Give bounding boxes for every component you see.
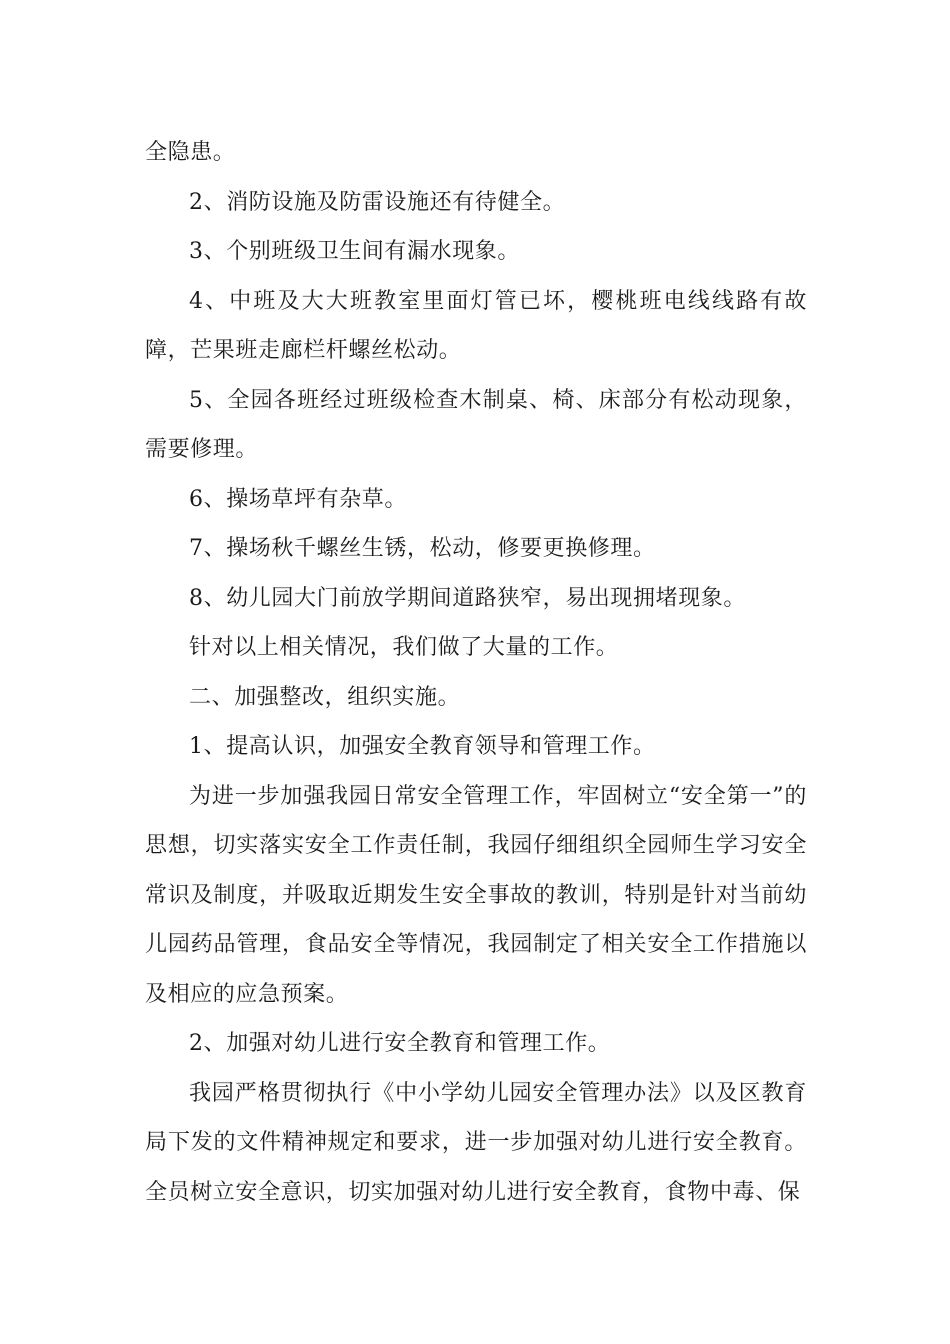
subsection-heading-1: 1、提高认识，加强安全教育领导和管理工作。 xyxy=(189,734,656,759)
paragraph-item-6: 6、操场草坪有杂草。 xyxy=(189,486,407,512)
paragraph-item-3: 3、个别班级卫生间有漏水现象。 xyxy=(189,239,520,264)
paragraph-summary: 针对以上相关情况，我们做了大量的工作。 xyxy=(189,635,619,660)
paragraph-item-4: 4、中班及大大班教室里面灯管已坏，樱桃班电线线路有故障，芒果班走廊栏杆螺丝松动。 xyxy=(145,288,807,363)
paragraph-item-5: 5、全园各班经过班级检查木制桌、椅、床部分有松动现象，需要修理。 xyxy=(145,387,807,462)
paragraph-item-7: 7、操场秋千螺丝生锈，松动，修要更换修理。 xyxy=(189,536,656,561)
paragraph-body-2: 我园严格贯彻执行《中小学幼儿园安全管理办法》以及区教育局下发的文件精神规定和要求，进一步加强对幼儿进行安全教育。全员树立安全意识，切实加强对幼儿进行安全教育，食物中毒、保 xyxy=(145,1080,807,1205)
document-body xyxy=(145,128,807,1217)
paragraph-item-2: 2、消防设施及防雷设施还有待健全。 xyxy=(189,189,566,215)
paragraph-continuation: 全隐患。 xyxy=(145,140,236,165)
section-heading: 二、加强整改，组织实施。 xyxy=(189,684,461,710)
subsection-heading-2: 2、加强对幼儿进行安全教育和管理工作。 xyxy=(189,1031,611,1056)
paragraph-item-8: 8、幼儿园大门前放学期间道路狭窄，易出现拥堵现象。 xyxy=(189,585,746,611)
paragraph-body-1: 为进一步加强我园日常安全管理工作，牢固树立“安全第一”的思想，切实落实安全工作责任制，我园仔细组织全园师生学习安全常识及制度，并吸取近期发生安全事故的教训，特别是针对当前幼儿园药品管理，食品安全等情况，我园制定了相关安全工作措施以及相应的应急预案。 xyxy=(145,783,807,1007)
